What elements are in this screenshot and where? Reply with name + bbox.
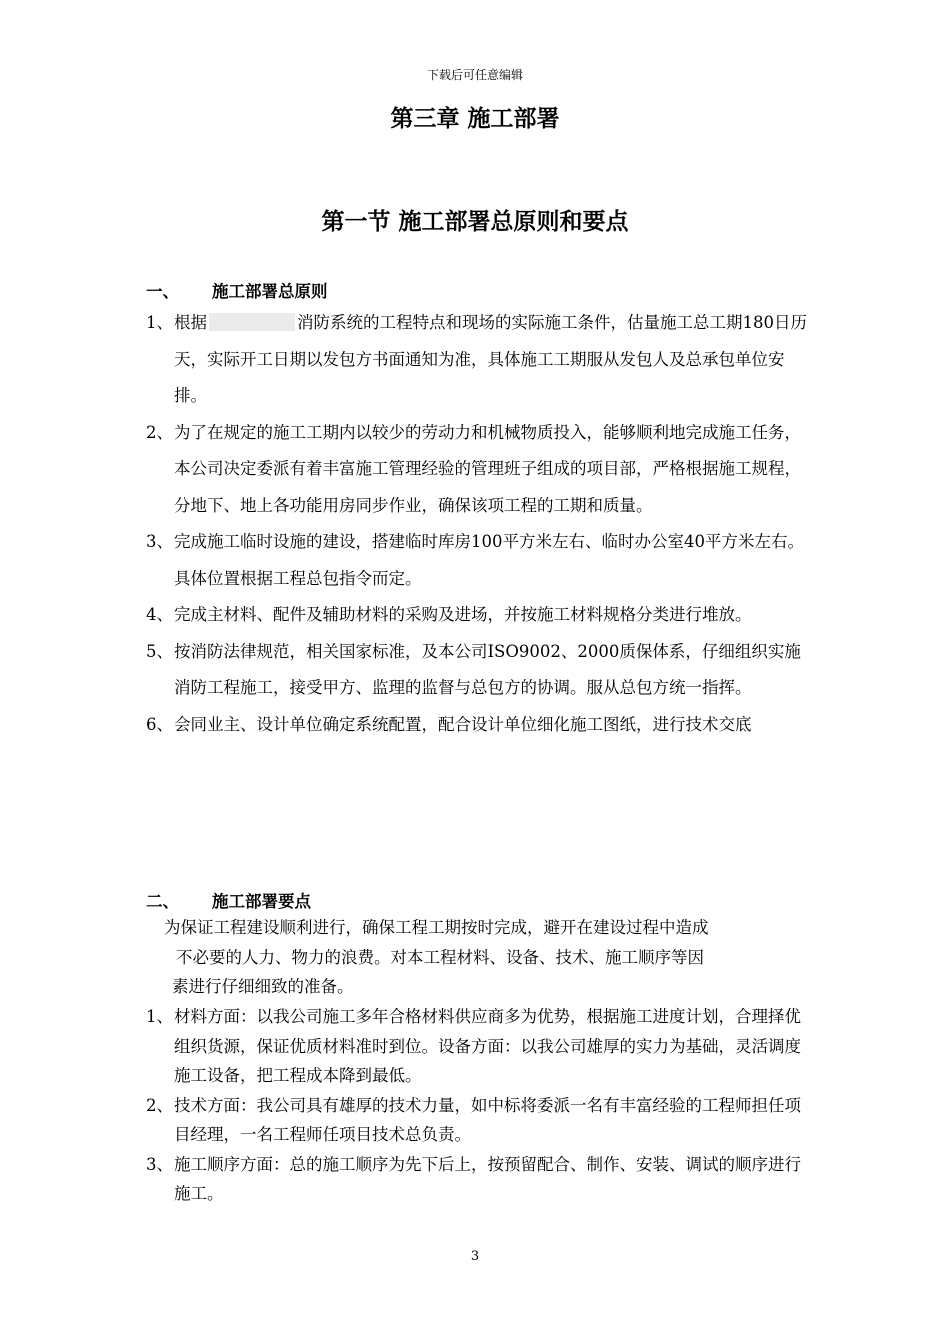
- item-number: 6、: [146, 714, 173, 734]
- item-text: 为了在规定的施工工期内以较少的劳动力和机械物质投入，能够顺利地完成施工任务，本公司决定委派有着丰富施工管理经验的管理班子组成的项目部，严格根据施工规程，分地下、地上各功能用房同步作业，确保该项工程的工期和质量。: [174, 422, 801, 515]
- item-number: 4、: [146, 605, 173, 624]
- item-number: 3、: [146, 1154, 173, 1174]
- list-item: [146, 597, 810, 634]
- item-number: 2、: [146, 1095, 173, 1115]
- part1-title: 施工部署总原则: [212, 282, 328, 301]
- part1-heading: [146, 278, 328, 302]
- item-text: 会同业主、设计单位确定系统配置，配合设计单位细化施工图纸，进行技术交底: [174, 714, 752, 734]
- chapter-title: 第三章 施工部署: [390, 106, 560, 132]
- item-number: 3、: [146, 532, 173, 551]
- item-number: 5、: [146, 641, 173, 661]
- item-text: 材料方面：以我公司施工多年合格材料供应商多为优势，根据施工进度计划，合理择优组织货源，保证优质材料准时到位。设备方面：以我公司雄厚的实力为基础，灵活调度施工设备，把工程成本降到最低。: [174, 1007, 801, 1085]
- item-text-before: 根据: [174, 313, 207, 332]
- section-title: 第一节 施工部署总原则和要点: [321, 209, 629, 235]
- item-number: 2、: [146, 422, 173, 442]
- list-item: [146, 634, 810, 707]
- page-number: 3: [470, 1249, 480, 1264]
- part1-number: 一、: [146, 282, 179, 301]
- item-text: 完成主材料、配件及辅助材料的采购及进场，并按施工材料规格分类进行堆放。: [174, 605, 752, 624]
- redacted-block: [209, 313, 295, 331]
- list-item: [146, 1002, 810, 1091]
- list-item: [146, 707, 810, 744]
- intro-line: 为保证工程建设顺利进行，确保工程工期按时完成，避开在建设过程中造成: [164, 918, 709, 937]
- item-text: 施工顺序方面：总的施工顺序为先下后上，按预留配合、制作、安装、调试的顺序进行施工。: [174, 1154, 801, 1203]
- list-item: [146, 524, 810, 597]
- list-item: [146, 1150, 810, 1209]
- part2-title: 施工部署要点: [212, 892, 311, 911]
- item-text: 技术方面：我公司具有雄厚的技术力量，如中标将委派一名有丰富经验的工程师担任项目经理，一名工程师任项目技术总负责。: [174, 1095, 801, 1144]
- list-item: [146, 415, 810, 525]
- item-number: 1、: [146, 1007, 173, 1026]
- item-text: 按消防法律规范，相关国家标准，及本公司ISO9002、2000质保体系，仔细组织实施消防工程施工，接受甲方、监理的监督与总包方的协调。服从总包方统一指挥。: [174, 641, 801, 697]
- item-text-after: 消防系统的工程特点和现场的实际施工条件，估量施工总工期180日历天，实际开工日期以发包方书面通知为准，具体施工工期服从发包人及总承包单位安排。: [174, 313, 807, 405]
- page-header: 下载后可任意编辑: [426, 68, 523, 82]
- list-item: [146, 305, 810, 415]
- part2-heading: [146, 888, 311, 912]
- item-number: 1、: [146, 313, 173, 332]
- part2-number: 二、: [146, 892, 179, 911]
- part2-intro: [164, 913, 824, 1002]
- intro-line: 不必要的人力、物力的浪费。对本工程材料、设备、技术、施工顺序等因: [176, 947, 704, 967]
- intro-line: 素进行仔细细致的准备。: [172, 977, 354, 996]
- item-text: 完成施工临时设施的建设，搭建临时库房100平方米左右、临时办公室40平方米左右。具体位置根据工程总包指令而定。: [174, 532, 804, 588]
- list-item: [146, 1091, 810, 1150]
- part1-list: [146, 305, 810, 743]
- part2-list: [146, 1002, 810, 1209]
